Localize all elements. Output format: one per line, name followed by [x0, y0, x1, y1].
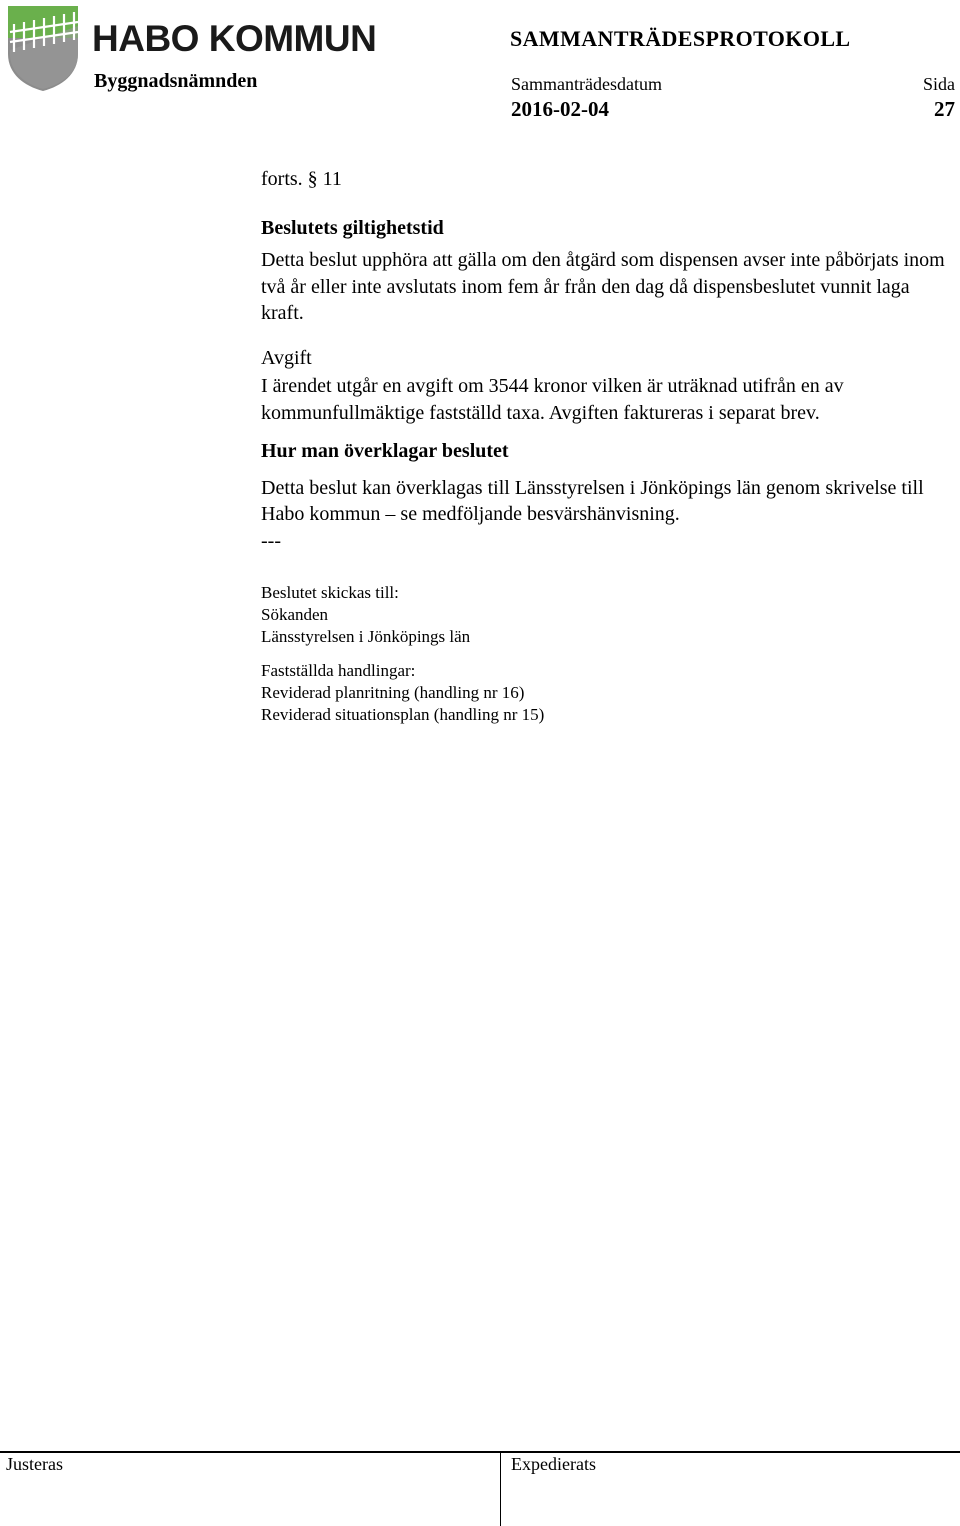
department-name: Byggnadsnämnden [94, 70, 258, 92]
list-item: Reviderad planritning (handling nr 16) [261, 683, 525, 702]
documents-label: Fastställda handlingar: [261, 661, 416, 680]
expedierats-label: Expedierats [511, 1454, 596, 1474]
section-title-fee: Avgift [261, 346, 312, 369]
section-title-appeal: Hur man överklagar beslutet [261, 440, 509, 462]
list-item: Sökanden [261, 605, 329, 624]
separator: --- [261, 529, 281, 552]
footer-divider-line [0, 1451, 960, 1453]
logo-wordmark: HABO KOMMUN [92, 18, 377, 59]
documents-block [261, 660, 951, 726]
municipal-shield-icon [6, 4, 80, 92]
section-text-appeal: Detta beslut kan överklagas till Länsstyrelsen i Jönköpings län genom skrivelse till Habo kommun – se medföljande besvärshänvisning. [261, 476, 924, 525]
section-text-validity: Detta beslut upphöra att gälla om den åtgärd som dispensen avser inte påbörjats inom två år eller inte avslutats inom fem år från den dag då dispensbeslutet vunnit laga kraft. [261, 249, 945, 324]
recipients-block [261, 582, 951, 648]
document-type-title: SAMMANTRÄDESPROTOKOLL [510, 26, 851, 51]
recipients-label: Beslutet skickas till: [261, 583, 399, 602]
meeting-date-label: Sammanträdesdatum [511, 74, 662, 94]
meeting-date-value: 2016-02-04 [511, 97, 609, 121]
section-title-validity: Beslutets giltighetstid [261, 216, 444, 239]
continuation-label: forts. § 11 [261, 168, 342, 190]
footer-column-divider [500, 1452, 501, 1526]
list-item: Länsstyrelsen i Jönköpings län [261, 627, 471, 646]
list-item: Reviderad situationsplan (handling nr 15) [261, 705, 545, 724]
page-number: 27 [934, 97, 955, 121]
justeras-label: Justeras [6, 1454, 63, 1474]
section-text-fee: I ärendet utgår en avgift om 3544 kronor vilken är uträknad utifrån en av kommunfullmäktige fastställd taxa. Avgiften faktureras i separat brev. [261, 375, 844, 424]
protocol-body [261, 166, 951, 726]
page-label: Sida [922, 74, 955, 94]
